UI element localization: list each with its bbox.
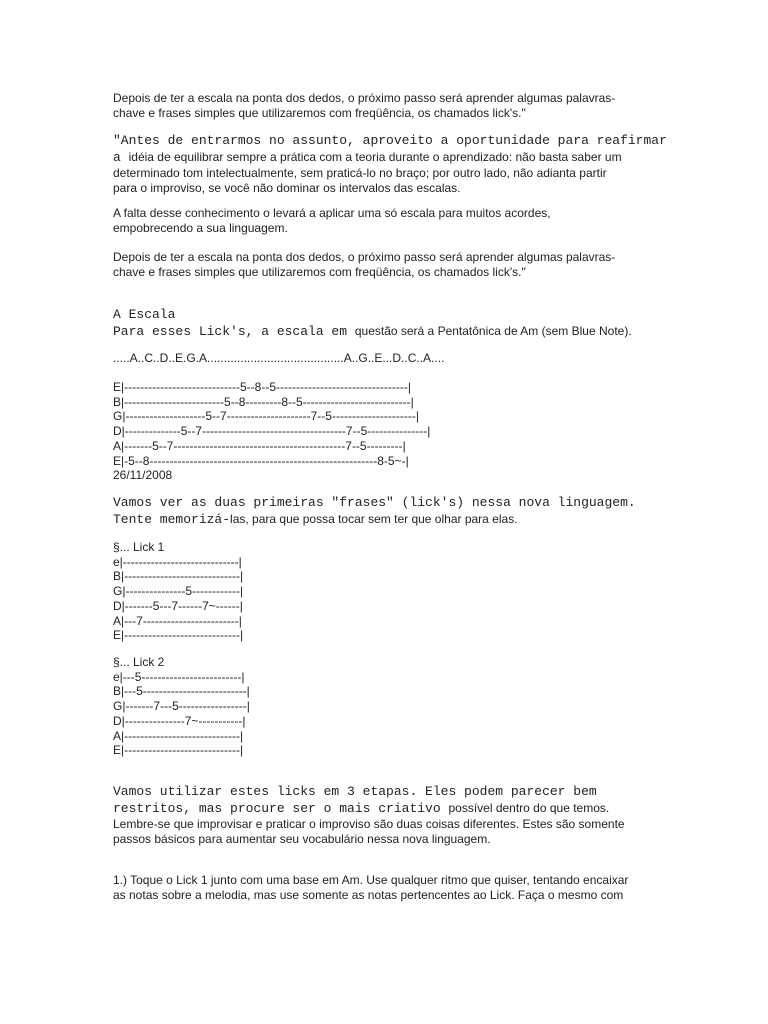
paragraph-quote — [113, 133, 688, 196]
text-line: chave e frases simples que utilizaremos com freqüência, os chamados lick's." — [113, 265, 526, 279]
tab-string-line: e|---5-------------------------| — [113, 669, 245, 684]
tab-string-line: E|-----------------------------5--8--5---------------------------------| — [113, 380, 412, 394]
text-line-mixed — [113, 510, 688, 528]
text-line: "Antes de entrarmos no assunto, aproveito a oportunidade para reafirmar — [113, 133, 667, 148]
paragraph-step-1 — [113, 873, 688, 903]
text-line-mixed — [113, 799, 688, 817]
scale-tablature — [113, 380, 688, 483]
text-fragment: possível dentro do que temos. — [448, 801, 610, 815]
text-line: A falta desse conhecimento o levará a aplicar uma só escala para muitos acordes, — [113, 206, 551, 220]
text-fragment: questão será a Pentatônica de Am (sem Blue Note). — [354, 324, 632, 338]
text-line: determinado tom intelectualmente, sem praticá-lo no braço; por outro lado, não adianta partir — [113, 166, 607, 180]
tab-string-line: G|--------------------5--7---------------------7--5---------------------| — [113, 409, 420, 424]
date-text: 26/11/2008 — [113, 468, 173, 483]
paragraph-intro — [113, 91, 688, 121]
text-fragment: a — [113, 150, 129, 165]
text-fragment: Tente memorizá- — [113, 512, 231, 527]
text-fragment: las, para que possa tocar sem ter que olhar para elas. — [230, 512, 518, 526]
tab-string-line: E|-----------------------------| — [113, 628, 244, 643]
tab-string-line: D|---------------7~-----------| — [113, 713, 246, 728]
tab-string-line: B|-----------------------------| — [113, 569, 244, 584]
tab-string-line: E|-5--8---------------------------------------------------------8-5~-| — [113, 453, 409, 468]
text-line: chave e frases simples que utilizaremos com freqüência, os chamados lick's." — [113, 106, 526, 120]
text-line: Depois de ter a escala na ponta dos dedos, o próximo passo será aprender algumas palavras- — [113, 250, 616, 264]
text-line: Depois de ter a escala na ponta dos dedos, o próximo passo será aprender algumas palavras- — [113, 91, 616, 105]
lick-title: §... Lick 2 — [113, 655, 165, 669]
tab-string-line: E|-----------------------------| — [113, 743, 244, 758]
text-line: Vamos utilizar estes licks em 3 etapas. Eles podem parecer bem — [113, 784, 597, 799]
text-line: Lembre-se que improvisar e praticar o improviso são duas coisas diferentes. Estes são somente — [113, 817, 625, 831]
tab-string-line: G|---------------5------------| — [113, 584, 244, 599]
paragraph-intro-repeat — [113, 250, 688, 280]
text-line: 1.) Toque o Lick 1 junto com uma base em Am. Use qualquer ritmo que quiser, tentando encaixar — [113, 873, 629, 887]
lick-2-tablature — [113, 655, 688, 758]
text-line: passos básicos para aumentar seu vocabulário nessa nova linguagem. — [113, 832, 491, 846]
section-heading: A Escala — [113, 307, 176, 322]
lick-title: §... Lick 1 — [113, 540, 165, 554]
tab-string-line: A|-----------------------------| — [113, 728, 244, 743]
text-line: empobrecendo a sua linguagem. — [113, 221, 288, 235]
text-line: para o improviso, se você não dominar os intervalos das escalas. — [113, 181, 461, 195]
section-escala — [113, 307, 688, 340]
tab-string-line: B|-------------------------5--8---------8--5---------------------------| — [113, 394, 414, 409]
text-fragment: idéia de equilibrar sempre a prática com a teoria durante o aprendizado: não basta saber um — [128, 150, 622, 164]
paragraph-conhecimento — [113, 206, 688, 236]
tab-string-line: G|-------7---5-----------------| — [113, 699, 250, 714]
tab-string-line: D|--------------5--7------------------------------------7--5---------------| — [113, 424, 431, 439]
paragraph-frases — [113, 495, 688, 528]
tab-string-line: e|-----------------------------| — [113, 554, 242, 569]
tab-string-line: B|---5--------------------------| — [113, 684, 250, 699]
paragraph-etapas — [113, 784, 688, 847]
text-fragment: restritos, mas procure ser o mais criativo — [113, 801, 449, 816]
text-line: Vamos ver as duas primeiras "frases" (lick's) nessa nova linguagem. — [113, 495, 636, 510]
lick-1-tablature — [113, 540, 688, 643]
tab-string-line: D|-------5---7------7~------| — [113, 598, 243, 613]
scale-notes-line: .....A..C..D..E.G.A.........................................A..G..E...D..C..A.... — [113, 351, 445, 365]
text-line-mixed — [113, 148, 688, 166]
text-line: as notas sobre a melodia, mas use somente as notas pertencentes ao Lick. Faça o mesmo com — [113, 888, 624, 902]
tab-string-line: A|-------5--7-------------------------------------------7--5---------| — [113, 438, 406, 453]
text-line-mixed — [113, 322, 688, 340]
tab-string-line: A|---7------------------------| — [113, 613, 242, 628]
text-fragment: Para esses Lick's, a escala em — [113, 324, 355, 339]
